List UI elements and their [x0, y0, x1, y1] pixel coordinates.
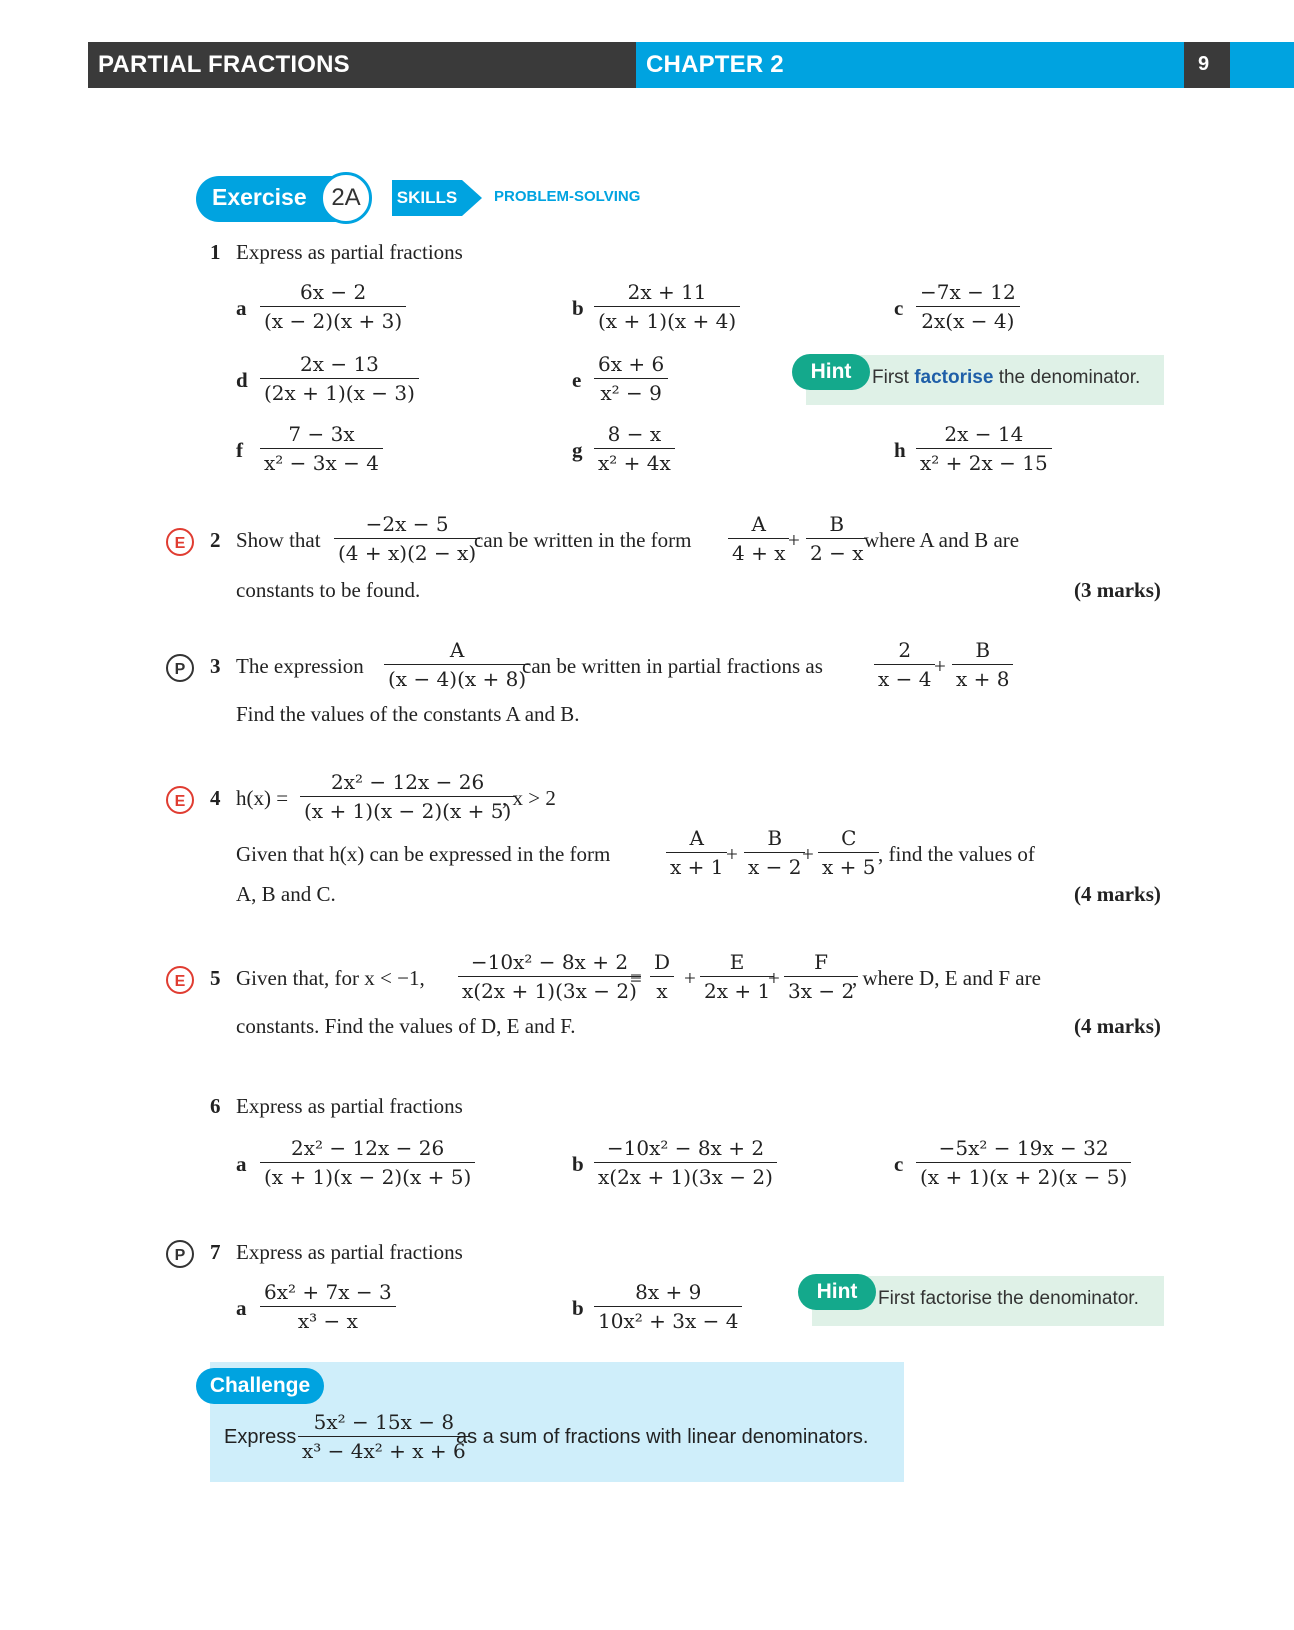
denominator: x + 1 — [670, 855, 724, 879]
numerator: −5x² − 19x − 32 — [916, 1136, 1131, 1163]
question-text: Find the values of the constants A and B. — [236, 702, 580, 726]
fraction — [594, 1280, 742, 1333]
fraction — [594, 422, 675, 475]
question-number: 2 — [210, 528, 221, 552]
fraction — [916, 422, 1052, 475]
question-number: 7 — [210, 1240, 221, 1264]
numerator: −7x − 12 — [916, 280, 1020, 307]
challenge-text: Express — [224, 1426, 297, 1448]
exercise-label: Exercise — [212, 184, 307, 210]
numerator: 7 − 3x — [260, 422, 383, 449]
fraction — [650, 950, 674, 1003]
question-number: 1 — [210, 240, 221, 264]
fraction — [728, 512, 789, 565]
numerator: −2x − 5 — [334, 512, 480, 539]
part-label: c — [894, 296, 904, 320]
denominator: (x − 2)(x + 3) — [264, 309, 403, 333]
question-text: Express as partial fractions — [236, 240, 463, 264]
skills-tag: SKILLS — [392, 180, 462, 216]
plus-sign: + — [768, 966, 780, 990]
part-label: e — [572, 368, 582, 392]
equiv-sign: ≡ — [630, 966, 642, 990]
denominator: (x + 1)(x − 2)(x + 5) — [304, 799, 512, 823]
denominator: x − 4 — [878, 667, 932, 691]
exercise-id: 2A — [320, 172, 372, 224]
header-chapter: CHAPTER 2 — [646, 51, 784, 78]
question-text: , find the values of — [878, 842, 1035, 866]
question-text: Given that h(x) can be expressed in the form — [236, 842, 611, 866]
denominator: 4 + x — [732, 541, 786, 565]
fraction — [700, 950, 774, 1003]
fraction — [300, 770, 515, 823]
denominator: x³ − x — [297, 1309, 358, 1333]
denominator: x(2x + 1)(3x − 2) — [462, 979, 637, 1003]
denominator: (x + 1)(x − 2)(x + 5) — [264, 1165, 472, 1189]
part-label: g — [572, 438, 583, 462]
numerator: 2x + 11 — [594, 280, 740, 307]
exam-style-icon: E — [166, 528, 194, 556]
part-label: f — [236, 438, 243, 462]
skill-type: PROBLEM-SOLVING — [494, 188, 641, 205]
hint-text: First factorise the denominator. — [878, 1288, 1139, 1309]
numerator: 5x² − 15x − 8 — [298, 1410, 470, 1437]
fraction — [260, 422, 383, 475]
numerator: −10x² − 8x + 2 — [458, 950, 641, 977]
numerator: 8x + 9 — [594, 1280, 742, 1307]
numerator: E — [700, 950, 774, 977]
numerator: B — [952, 638, 1013, 665]
fraction — [916, 1136, 1131, 1189]
denominator: x³ − 4x² + x + 6 — [302, 1439, 466, 1463]
numerator: A — [666, 826, 727, 853]
numerator: 2x − 13 — [260, 352, 419, 379]
part-label: b — [572, 296, 584, 320]
question-text: Express as partial fractions — [236, 1240, 463, 1264]
denominator: 2x + 1 — [704, 979, 771, 1003]
fraction — [594, 1136, 777, 1189]
question-number: 6 — [210, 1094, 221, 1118]
question-text: where A and B are — [864, 528, 1020, 552]
plus-sign: + — [684, 966, 696, 990]
part-label: a — [236, 1152, 247, 1176]
question-text: constants. Find the values of D, E and F. — [236, 1014, 576, 1038]
numerator: 6x² + 7x − 3 — [260, 1280, 396, 1307]
part-label: d — [236, 368, 248, 392]
marks: (4 marks) — [1074, 1014, 1161, 1038]
question-text: A, B and C. — [236, 882, 336, 906]
hint-text — [872, 367, 1140, 389]
denominator: 2x(x − 4) — [921, 309, 1015, 333]
numerator: A — [384, 638, 530, 665]
question-text: constants to be found. — [236, 578, 421, 602]
hint-text-post: the denominator. — [993, 367, 1141, 388]
denominator: 3x − 2 — [788, 979, 855, 1003]
fraction — [260, 352, 419, 405]
numerator: 2 — [874, 638, 935, 665]
fraction — [666, 826, 727, 879]
skills-arrow-icon — [462, 180, 482, 216]
part-label: b — [572, 1152, 584, 1176]
question-text: Given that, for x < −1, — [236, 966, 425, 990]
question-number: 3 — [210, 654, 221, 678]
question-text: can be written in partial fractions as — [522, 654, 823, 678]
fraction — [260, 1136, 475, 1189]
fraction — [744, 826, 805, 879]
question-text: The expression — [236, 654, 364, 678]
fraction — [806, 512, 867, 565]
numerator: −10x² − 8x + 2 — [594, 1136, 777, 1163]
fraction — [952, 638, 1013, 691]
numerator: B — [806, 512, 867, 539]
fraction — [818, 826, 879, 879]
question-text: Express as partial fractions — [236, 1094, 463, 1118]
denominator: x + 5 — [822, 855, 876, 879]
numerator: 2x − 14 — [916, 422, 1052, 449]
denominator: x − 2 — [748, 855, 802, 879]
hint-pill: Hint — [792, 354, 870, 390]
denominator: x — [656, 979, 668, 1003]
numerator: A — [728, 512, 789, 539]
numerator: D — [650, 950, 674, 977]
marks: (3 marks) — [1074, 578, 1161, 602]
marks: (4 marks) — [1074, 882, 1161, 906]
denominator: x² + 2x − 15 — [920, 451, 1048, 475]
exam-style-icon: E — [166, 966, 194, 994]
question-text: , x > 2 — [502, 786, 556, 810]
question-number: 5 — [210, 966, 221, 990]
denominator: 2 − x — [810, 541, 864, 565]
denominator: (2x + 1)(x − 3) — [264, 381, 415, 405]
part-label: a — [236, 1296, 247, 1320]
part-label: b — [572, 1296, 584, 1320]
challenge-label: Challenge — [196, 1368, 324, 1404]
fraction — [784, 950, 858, 1003]
denominator: (4 + x)(2 − x) — [338, 541, 477, 565]
denominator: x(2x + 1)(3x − 2) — [598, 1165, 773, 1189]
fraction — [334, 512, 480, 565]
exam-style-icon: E — [166, 786, 194, 814]
denominator: x² − 9 — [600, 381, 662, 405]
fraction — [298, 1410, 470, 1463]
denominator: 10x² + 3x − 4 — [598, 1309, 739, 1333]
numerator: C — [818, 826, 879, 853]
hint-text-bold: factorise — [914, 367, 994, 388]
fraction — [458, 950, 641, 1003]
question-text: can be written in the form — [474, 528, 692, 552]
denominator: (x + 1)(x + 4) — [598, 309, 737, 333]
part-label: a — [236, 296, 247, 320]
page-number: 9 — [1198, 53, 1210, 75]
fraction — [260, 1280, 396, 1333]
denominator: x² + 4x — [598, 451, 671, 475]
problem-solving-icon: P — [166, 1240, 194, 1268]
numerator: B — [744, 826, 805, 853]
challenge-text: as a sum of fractions with linear denominators. — [456, 1426, 869, 1448]
question-text: , where D, E and F are — [852, 966, 1041, 990]
header-title: PARTIAL FRACTIONS — [98, 51, 350, 78]
plus-sign: + — [726, 842, 738, 866]
fraction — [260, 280, 406, 333]
denominator: (x + 1)(x + 2)(x − 5) — [920, 1165, 1128, 1189]
part-label: c — [894, 1152, 904, 1176]
numerator: 8 − x — [594, 422, 675, 449]
part-label: h — [894, 438, 906, 462]
fraction — [384, 638, 530, 691]
plus-sign: + — [788, 528, 800, 552]
plus-sign: + — [802, 842, 814, 866]
fraction — [874, 638, 935, 691]
fraction — [594, 280, 740, 333]
problem-solving-icon: P — [166, 654, 194, 682]
hint-text-pre: First — [872, 367, 915, 388]
numerator: 2x² − 12x − 26 — [300, 770, 515, 797]
numerator: 2x² − 12x − 26 — [260, 1136, 475, 1163]
numerator: 6x − 2 — [260, 280, 406, 307]
numerator: F — [784, 950, 858, 977]
numerator: 6x + 6 — [594, 352, 668, 379]
fraction — [916, 280, 1020, 333]
question-text: Show that — [236, 528, 321, 552]
question-text: h(x) = — [236, 786, 289, 810]
hint-pill: Hint — [798, 1274, 876, 1310]
fraction — [594, 352, 668, 405]
denominator: x + 8 — [956, 667, 1010, 691]
question-number: 4 — [210, 786, 221, 810]
denominator: x² − 3x − 4 — [264, 451, 379, 475]
denominator: (x − 4)(x + 8) — [388, 667, 527, 691]
plus-sign: + — [934, 654, 946, 678]
